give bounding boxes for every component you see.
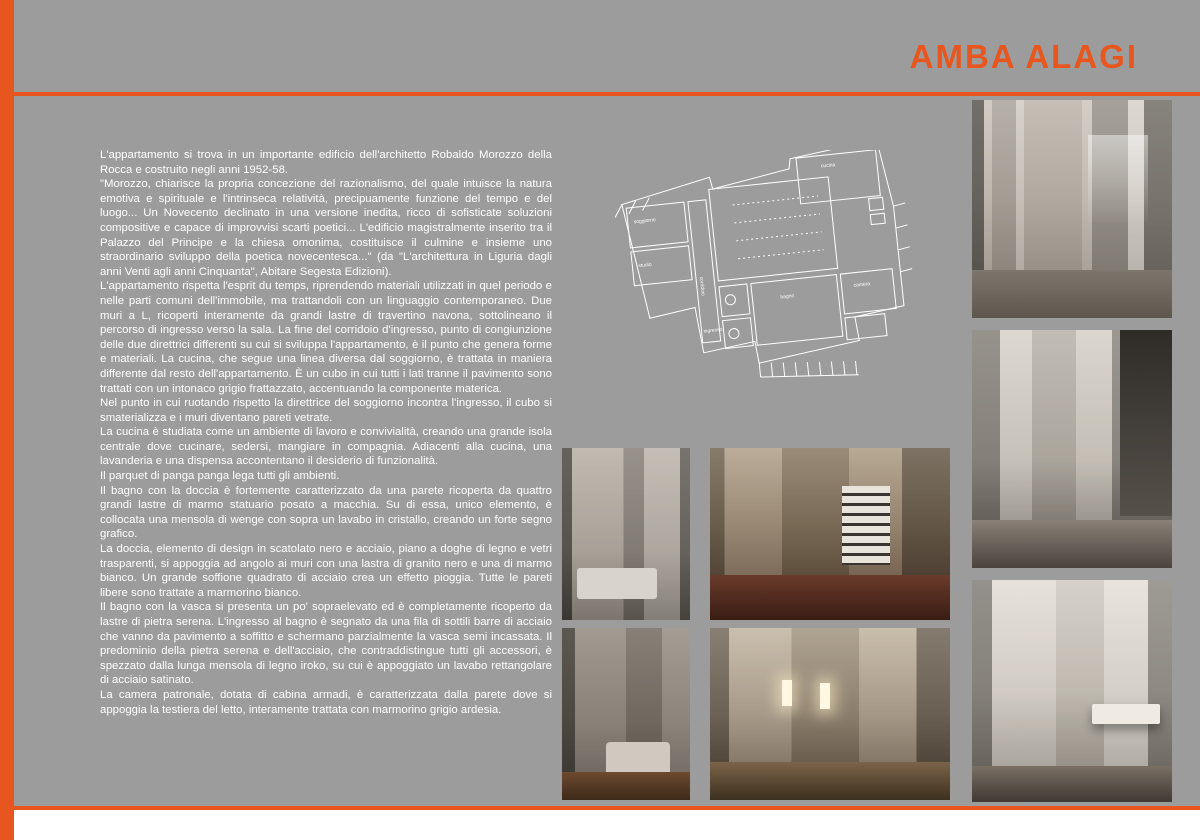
paragraph: L'appartamento rispetta l'esprit du temps, riprendendo materiali utilizzati in quel periodo e nelle parti comuni dell'immobile, ma trattandoli con un linguaggio contemporaneo. Due muri a L, ricoperti interamente da grandi lastre di travertino navona, sottolineano il percorso di ingresso verso la sala. La fine del corridoio d'ingresso, punto di congiunzione delle due direttrici differenti su cui si sviluppa l'appartamento, è il punto che genera forme e materiali. La cucina, che segue una linea diversa dal soggiorno, è trattata in maniera differente dal resto dell'appartamento. È un cubo in cui tutti i lati tranne il pavimento sono trattati con un intonaco grigio frattazzato, accentuando la componente materica. bbox=[100, 280, 552, 395]
photo-living-room bbox=[562, 628, 690, 800]
paragraph: La doccia, elemento di design in scatolato nero e acciaio, piano a doghe di legno e vetri trasparenti, si appoggia ad angolo ai muri con una lastra di granito nero e una di marmo bianco. Un grande soffione quadrato di acciaio crea un effetto pioggia. Tutte le pareti libere sono trattate a marmorino bianco. bbox=[100, 543, 552, 599]
photo-corridor-lamps bbox=[710, 628, 950, 800]
footer-margin bbox=[14, 810, 1200, 840]
svg-text:corridoio: corridoio bbox=[697, 276, 706, 297]
body-text bbox=[100, 148, 552, 717]
paragraph: La camera patronale, dotata di cabina armadi, è caratterizzata dalla parete dove si appoggia la testiera del letto, interamente trattata con marmorino grigio ardesia. bbox=[100, 688, 552, 716]
svg-text:cucina: cucina bbox=[820, 162, 836, 170]
photo-stone-corridor bbox=[972, 330, 1172, 568]
paragraph: La cucina è studiata come un ambiente di lavoro e convivialità, creando una grande isola centrale dove cucinare, sedersi, mangiare in compagnia. Adiacenti alla cucina, una lavanderia e una dispensa accontentano il desiderio di funzionalità. bbox=[100, 426, 552, 468]
paragraph: Il bagno con la doccia è fortemente caratterizzato da una parete ricoperta da quattro grandi lastre di marmo statuario posato a macchia. Su di essa, unico elemento, è collocata una mensola di wenge con sopra un lavabo in cristallo, creando un forte segno grafico. bbox=[100, 484, 552, 541]
svg-text:ingresso: ingresso bbox=[703, 326, 723, 335]
svg-text:soggiorno: soggiorno bbox=[633, 217, 656, 226]
paragraph: Il bagno con la vasca si presenta un po' sopraelevato ed è completamente ricoperto da lastre di pietra serena. L'ingresso al bagno è segnato da una fila di sottili barre di acciaio che vanno da pavimento a soffitto e schermano parzialmente la vasca semi incassata. Il predominio della pietra serena e dell'acciaio, che contraddistingue tutti gli accessori, è spezzato dalla lunga mensola di legno iroko, su cui è appoggiato un lavabo rettangolare di acciaio satinato. bbox=[100, 601, 552, 687]
page-title: AMBA ALAGI bbox=[909, 38, 1138, 75]
left-accent-bar bbox=[0, 0, 14, 840]
paragraph: Nel punto in cui ruotando rispetto la direttrice del soggiorno incontra l'ingresso, il cubo si smaterializza e i muri diventano pareti vetrate. bbox=[100, 397, 552, 424]
paragraph: Il parquet di panga panga lega tutti gli ambienti. bbox=[100, 470, 340, 483]
svg-text:studio: studio bbox=[638, 261, 652, 270]
paragraph: L'appartamento si trova in un importante edificio dell'architetto Robaldo Morozzo della Rocca e costruito negli anni 1952-58. bbox=[100, 149, 552, 176]
photo-shower-glass bbox=[562, 448, 690, 620]
floor-plan-drawing bbox=[600, 150, 930, 400]
photo-corridor-glass bbox=[972, 100, 1172, 318]
svg-text:camera: camera bbox=[853, 281, 871, 289]
photo-bathroom-marble bbox=[972, 580, 1172, 802]
photo-kitchen-island bbox=[710, 448, 950, 620]
paragraph: "Morozzo, chiarisce la propria concezione del razionalismo, del quale intuisce la natura emotiva e spirituale e l'intrinseca relatività, precipuamente funzione del tempo e del luogo... Un Novecento declinato in una versione inedita, ricco di sofisticate soluzioni compositive e capace di improvvisi scarti poetici... L'edificio magistralmente inserito tra il Palazzo del Principe e la chiesa omonima, costituisce il culmine e insieme uno straordinario sviluppo della poetica novecentesca..." (da "L'architettura in Liguria dagli anni Venti agli anni Cinquanta", Abitare Segesta Edizioni). bbox=[100, 178, 552, 278]
svg-text:bagno: bagno bbox=[780, 293, 795, 301]
header-divider bbox=[14, 92, 1200, 96]
